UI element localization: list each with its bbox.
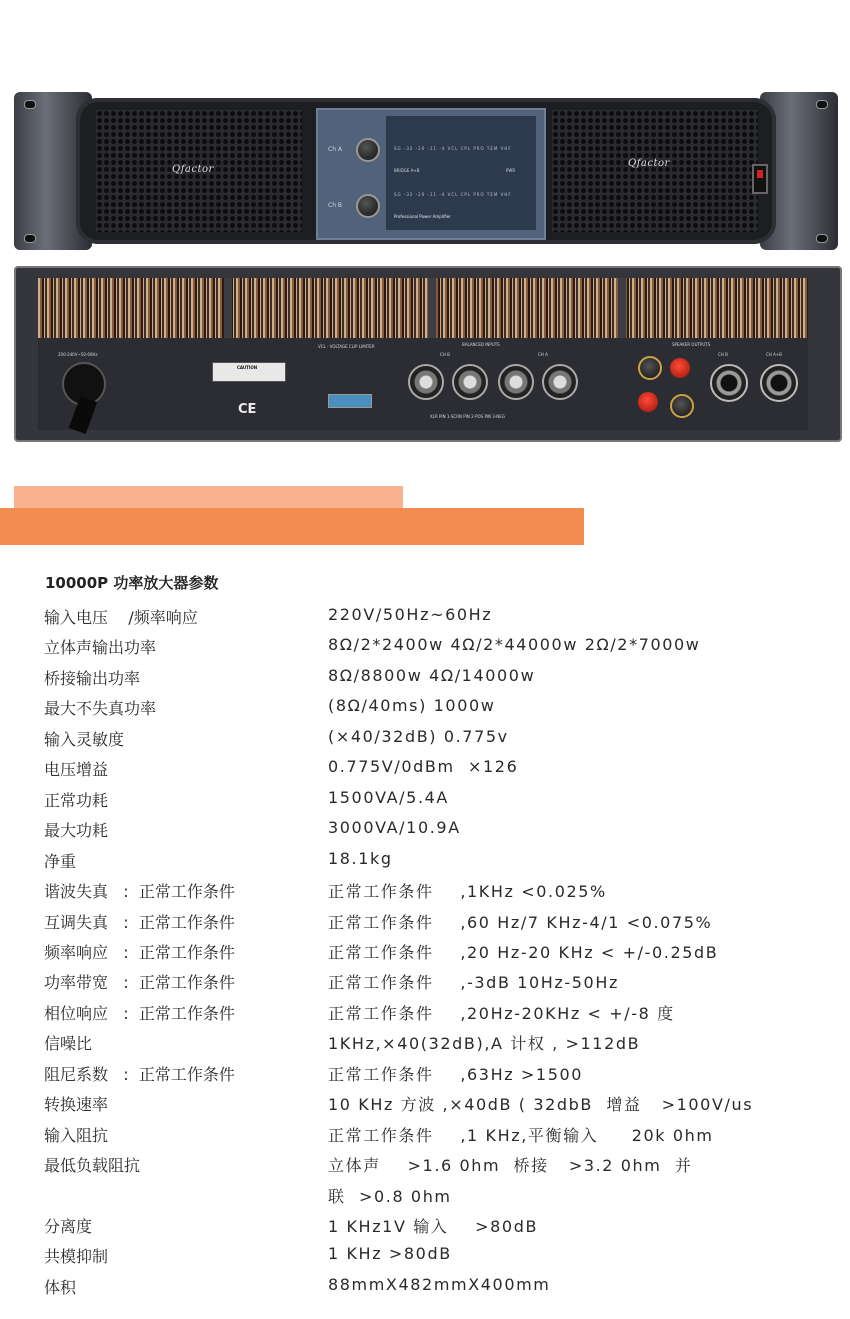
channel-a-label: Ch A (328, 146, 343, 153)
fin-divider (428, 278, 436, 338)
spec-value: 正常工作条件 ,63Hz >1500 (328, 1064, 584, 1084)
spec-value: 正常工作条件 ,20 Hz-20 KHz < +/-0.25dB (328, 942, 719, 962)
spec-label: 净重 (44, 851, 77, 871)
speaker-outputs-label: SPEAKER OUTPUTS (672, 342, 711, 347)
spec-label: 最低负载阻抗 (44, 1156, 141, 1176)
model-subtitle: Professional Power Amplifier (394, 214, 451, 219)
spec-value: 18.1kg (328, 848, 393, 868)
binding-post-red[interactable] (670, 358, 690, 378)
input-ch-a-label: CH A (538, 352, 548, 357)
gain-knob-b[interactable] (356, 194, 380, 218)
front-chassis (76, 98, 776, 244)
spec-value: 正常工作条件 ,1 KHz,平衡输入 20k 0hm (328, 1125, 714, 1145)
led-display (386, 116, 536, 230)
spec-label: 谐波失真 : 正常工作条件 (44, 882, 235, 902)
balanced-inputs-label: BALANCED INPUTS (462, 342, 500, 347)
spec-row (0, 757, 850, 787)
spec-label: 桥接输出功率 (44, 668, 141, 688)
spec-label: 输入阻抗 (44, 1125, 109, 1145)
rack-hole (816, 234, 828, 243)
brand-logo-right: Qfactor (628, 158, 670, 169)
spec-label: 相位响应 : 正常工作条件 (44, 1003, 235, 1023)
meter-scale-a: SG -32 -20 -11 -4 VCL CPL PRO TEM VHF (394, 146, 512, 151)
spec-value: (×40/32dB) 0.775v (328, 726, 509, 746)
meter-scale-b: SG -32 -20 -11 -4 VCL CPL PRO TEM VHF (394, 192, 512, 197)
spec-row (0, 605, 850, 635)
spec-row (0, 1184, 850, 1214)
spec-row (0, 788, 850, 818)
spec-value: 正常工作条件 ,1KHz <0.025% (328, 882, 607, 902)
spec-value: 联 >0.8 0hm (328, 1186, 452, 1206)
spec-row (0, 696, 850, 726)
output-ch-b-label: CH B (718, 352, 728, 357)
spec-row (0, 1001, 850, 1031)
connector-panel (38, 338, 808, 430)
banner-bar-light (14, 486, 403, 508)
speakon-output-b[interactable] (710, 364, 748, 402)
spec-value: 正常工作条件 ,60 Hz/7 KHz-4/1 <0.075% (328, 912, 713, 932)
spec-row (0, 849, 850, 879)
spec-label: 共模抑制 (44, 1247, 109, 1267)
spec-value: 立体声 >1.6 0hm 桥接 >3.2 0hm 并 (328, 1156, 693, 1176)
amplifier-rear-panel (14, 266, 842, 442)
vcl-label: VCL - VOLTAGE CLIP LIMITER (318, 344, 375, 349)
output-ch-ab-label: CH A+B (766, 352, 782, 357)
spec-label: 体积 (44, 1277, 77, 1297)
vent-grill-right (552, 110, 758, 232)
fin-divider (224, 278, 232, 338)
caution-label (212, 362, 286, 382)
spec-value: 正常工作条件 ,20Hz-20KHz < +/-8 度 (328, 1003, 675, 1023)
binding-post-black[interactable] (638, 356, 662, 380)
spec-row (0, 1275, 850, 1305)
rack-hole (816, 100, 828, 109)
spec-label: 立体声输出功率 (44, 638, 157, 658)
input-ch-b-label: CH B (440, 352, 450, 357)
xlr-input-b-male[interactable] (452, 364, 488, 400)
power-label: PWR (506, 168, 516, 173)
spec-label: 频率响应 : 正常工作条件 (44, 942, 235, 962)
spec-value: (8Ω/40ms) 1000w (328, 696, 496, 716)
spec-label: 输入灵敏度 (44, 729, 125, 749)
spec-row (0, 879, 850, 909)
amplifier-front-panel (14, 92, 838, 250)
spec-row (0, 1153, 850, 1183)
xlr-pinout: XLR PIN 1-SCRN PIN 2-POS PIN 3-NEG (430, 414, 505, 419)
spec-value: 0.775V/0dBm ×126 (328, 757, 519, 777)
spec-label: 正常功耗 (44, 790, 109, 810)
bridge-label: BRIDGE A+B (394, 168, 420, 173)
brand-logo-left: Qfactor (172, 164, 214, 175)
control-panel (316, 108, 546, 240)
caution-text: CAUTION (237, 365, 258, 370)
spec-value: 正常工作条件 ,-3dB 10Hz-50Hz (328, 973, 619, 993)
spec-value: 1 KHz1V 输入 >80dB (328, 1217, 539, 1236)
spec-label: 信噪比 (44, 1034, 93, 1054)
spec-row (0, 940, 850, 970)
banner-bar-dark (0, 508, 584, 545)
rack-hole (24, 100, 36, 109)
binding-post-black[interactable] (670, 394, 694, 418)
spec-row (0, 818, 850, 848)
spec-label: 输入电压 /频率响应 (44, 608, 198, 627)
mains-rating: 200-240V~50-60Hz (58, 352, 98, 357)
ce-mark: CE (238, 402, 257, 417)
spec-row (0, 1214, 850, 1244)
spec-label: 分离度 (44, 1217, 93, 1236)
spec-value: 8Ω/2*2400w 4Ω/2*44000w 2Ω/2*7000w (328, 635, 701, 655)
gain-knob-a[interactable] (356, 138, 380, 162)
xlr-input-a-male[interactable] (542, 364, 578, 400)
spec-label: 阻尼系数 : 正常工作条件 (44, 1064, 235, 1084)
fin-divider (618, 278, 626, 338)
spec-title: 10000P 功率放大器参数 (45, 574, 219, 592)
spec-row (0, 635, 850, 665)
xlr-input-b-female[interactable] (408, 364, 444, 400)
spec-label: 转换速率 (44, 1095, 109, 1115)
spec-value: 88mmX482mmX400mm (328, 1274, 551, 1294)
spec-row (0, 1123, 850, 1153)
spec-row (0, 1244, 850, 1274)
spec-row (0, 970, 850, 1000)
spec-label: 互调失真 : 正常工作条件 (44, 912, 235, 932)
heatsink-fins (38, 278, 808, 338)
spec-row (0, 910, 850, 940)
spec-row (0, 1062, 850, 1092)
spec-row (0, 666, 850, 696)
spec-value: 1 KHz >80dB (328, 1244, 452, 1264)
dip-switch[interactable] (328, 394, 372, 408)
binding-post-red[interactable] (638, 392, 658, 412)
spec-label: 功率带宽 : 正常工作条件 (44, 973, 235, 993)
spec-row (0, 1092, 850, 1122)
spec-label: 最大不失真功率 (44, 699, 157, 719)
rack-hole (24, 234, 36, 243)
channel-b-label: Ch B (328, 202, 343, 209)
spec-value: 8Ω/8800w 4Ω/14000w (328, 665, 536, 685)
power-switch[interactable] (752, 164, 768, 194)
spec-row (0, 1031, 850, 1061)
spec-value: 220V/50Hz~60Hz (328, 605, 493, 624)
speakon-output-ab[interactable] (760, 364, 798, 402)
spec-value: 1500VA/5.4A (328, 787, 449, 807)
spec-row (0, 727, 850, 757)
spec-label: 电压增益 (44, 760, 109, 780)
spec-value: 3000VA/10.9A (328, 818, 461, 838)
xlr-input-a-female[interactable] (498, 364, 534, 400)
spec-value: 10 KHz 方波 ,×40dB ( 32dbB 增益 >100V/us (328, 1095, 754, 1115)
spec-value: 1KHz,×40(32dB),A 计权 , >112dB (328, 1034, 641, 1054)
spec-label: 最大功耗 (44, 821, 109, 841)
